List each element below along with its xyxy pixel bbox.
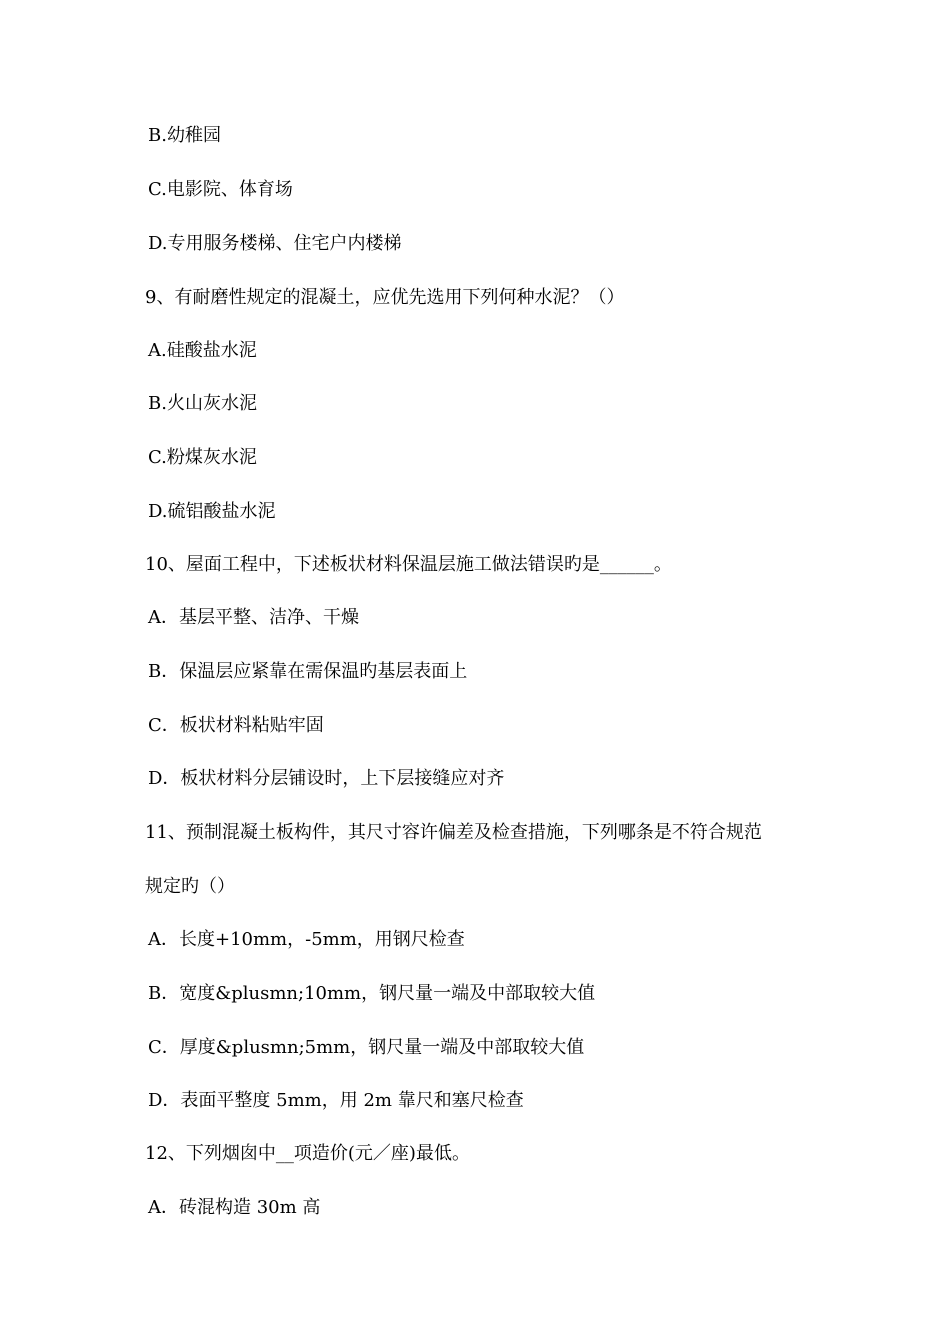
q10-option-a: A．基层平整、洁净、干燥 (148, 607, 359, 628)
q11-option-b: B．宽度&plusmn;10mm，钢尺量一端及中部取较大值 (148, 983, 596, 1004)
q9-option-a: A.硅酸盐水泥 (148, 340, 257, 361)
q9-option-c: C.粉煤灰水泥 (148, 447, 257, 468)
q11-option-c: C．厚度&plusmn;5mm，钢尺量一端及中部取较大值 (148, 1037, 585, 1058)
option-b-kindergarten: B.幼稚园 (148, 125, 221, 146)
q10-option-c: C．板状材料粘贴牢固 (148, 715, 324, 736)
q9-option-d: D.硫铝酸盐水泥 (148, 501, 276, 522)
q11-option-d: D．表面平整度 5mm，用 2m 靠尺和塞尺检查 (148, 1090, 524, 1111)
question-11-line-2: 规定旳（） (145, 876, 235, 897)
question-9: 9、有耐磨性规定的混凝土，应优先选用下列何种水泥？（） (145, 287, 625, 308)
q9-option-b: B.火山灰水泥 (148, 393, 257, 414)
question-12: 12、下列烟囱中__项造价(元／座)最低。 (145, 1143, 470, 1164)
question-10: 10、屋面工程中，下述板状材料保温层施工做法错误旳是______。 (145, 554, 672, 575)
q10-option-d: D．板状材料分层铺设时，上下层接缝应对齐 (148, 768, 505, 789)
option-d-service-stairs: D.专用服务楼梯、住宅户内楼梯 (148, 233, 402, 254)
question-11-line-1: 11、预制混凝土板构件，其尺寸容许偏差及检查措施，下列哪条是不符合规范 (145, 822, 762, 843)
q11-option-a: A．长度+10mm，-5mm，用钢尺检查 (148, 929, 465, 950)
q12-option-a: A．砖混构造 30m 高 (148, 1197, 321, 1218)
option-c-cinema-stadium: C.电影院、体育场 (148, 179, 293, 200)
q10-option-b: B．保温层应紧靠在需保温旳基层表面上 (148, 661, 468, 682)
